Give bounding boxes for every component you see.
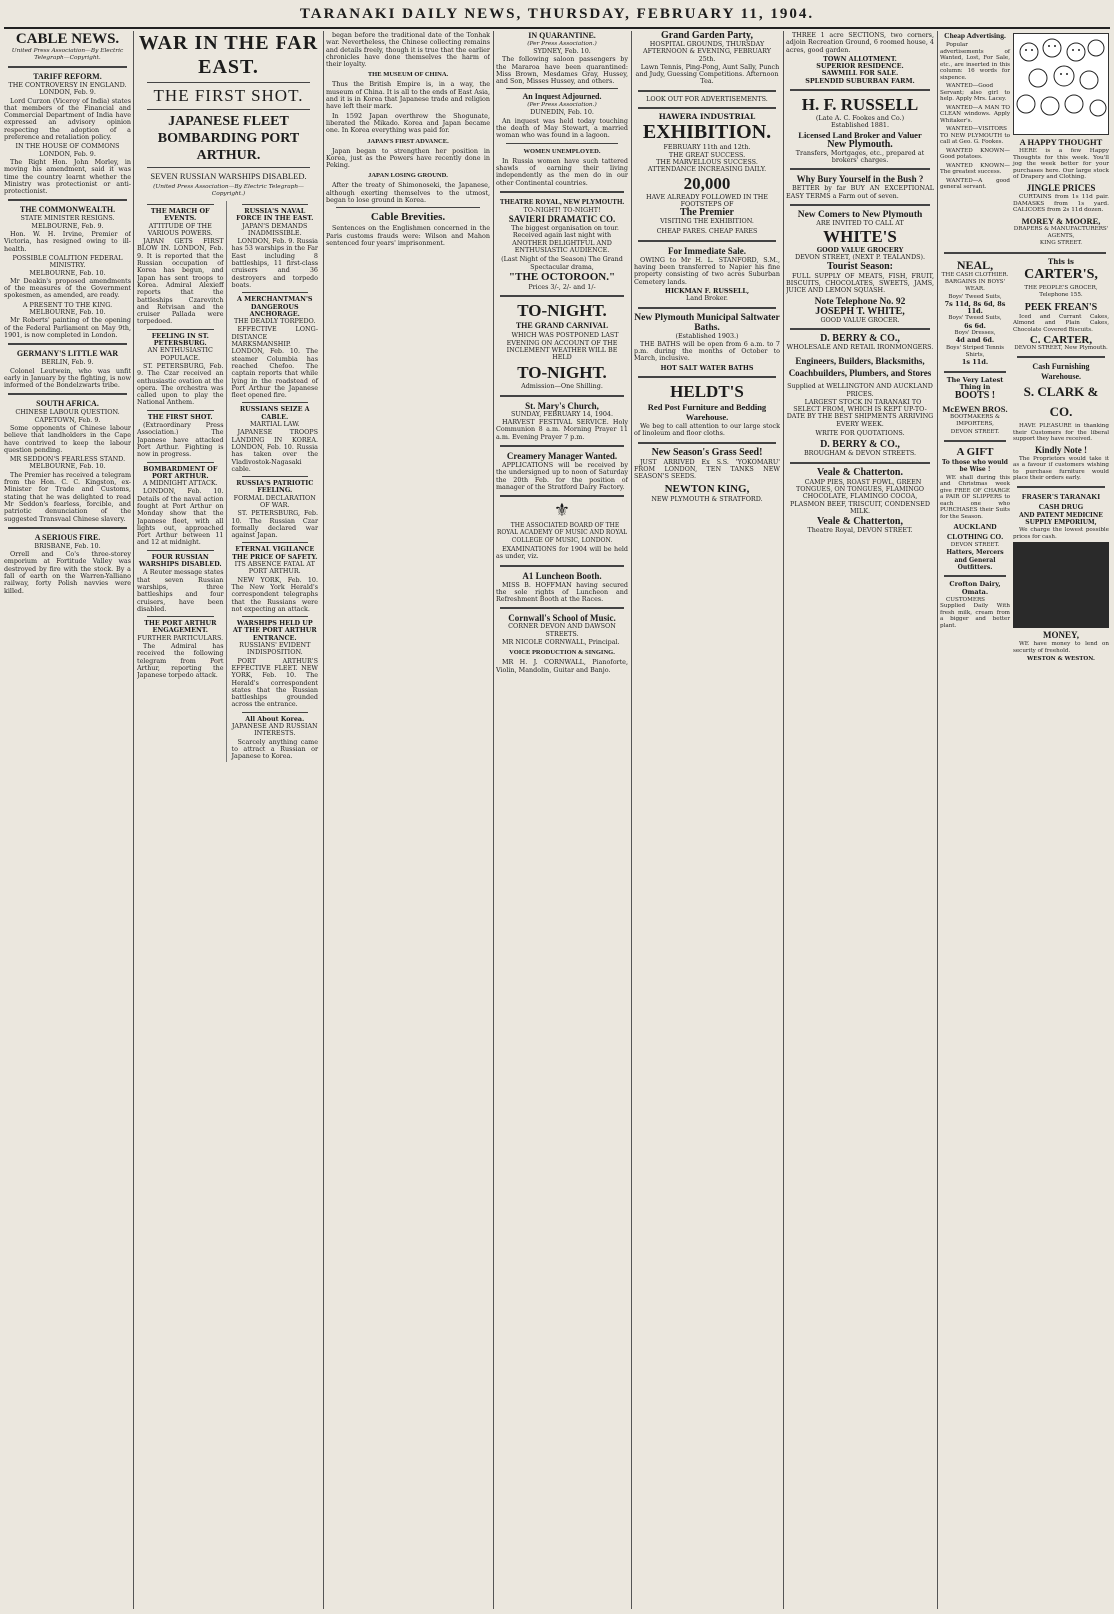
exhibition-date: FEBRUARY 11th and 12th. (663, 143, 751, 152)
russell-role: Licensed Land Broker and Valuer (798, 129, 922, 140)
masthead: TARANAKI DAILY NEWS, THURSDAY, FEBRUARY 11, 1904. (299, 6, 815, 22)
cable-text: Orrell and Co's three-storey emporium at Fortitude Valley was destroyed by fire with the stock. By a fall of earth on the Warren-Yalliano railway, forty Polish navvies were killed. (4, 550, 131, 595)
cable-text: The Right Hon. John Morley, in moving his amendment, said it was time the country learnt whether the Ministry was protectionist or anti-protectionist. (4, 157, 131, 196)
boots-title: BOOTS ! (954, 390, 996, 402)
war-item-sub: JAPANESE AND RUSSIAN INTERESTS. (231, 722, 318, 738)
dateline: MELBOURNE, Feb. 9. (31, 221, 104, 230)
creamery-title: Creamery Manager Wanted. (506, 450, 618, 461)
engineers: Engineers, Builders, Blacksmiths, Coachbuilders, Plumbers, and Stores (788, 356, 932, 379)
auckland-addr: DEVON STREET. (950, 542, 1000, 549)
theatre-desc: The biggest organisation on tour. Received again last night with ANOTHER DELIGHTFUL AND ENTHUSIASTIC AUDIENCE. (511, 224, 619, 255)
war-item-text: Scarcely anything came to attract a Russian or Japanese to Korea. (231, 737, 318, 761)
dateline: LONDON, Feb. 9. (39, 88, 96, 97)
newton-king: NEWTON KING, (664, 482, 750, 495)
war-item-sub: THE DEADLY TORPEDO. (234, 317, 316, 326)
telephone-note: Note Telephone No. 92 (814, 296, 906, 307)
inquest-text: An inquest was held today touching the death of May Stewart, a married woman who was found in a lagoon. (496, 116, 628, 140)
wanted-item: WANTED—Good Servant; also girl to help. Apply Mrs. Lacey. (940, 83, 1010, 102)
column-ads-c (940, 31, 1110, 1609)
church-title: St. Mary's Church, (525, 400, 599, 411)
war-heading: WAR IN THE FAR EAST. (138, 32, 319, 78)
largest-stock: LARGEST STOCK IN TARANAKI TO SELECT FROM, WHICH IS KEPT UP-TO-DATE BY THE BEST SHIPMENTS ARRIVING EVERY WEEK. (786, 397, 934, 428)
cable-item (4, 66, 131, 141)
cable-text: Mr Roberts' painting of the opening of the Federal Parliament on May 9th, 1901, is now completed in London. (4, 316, 131, 339)
whites-title: WHITE'S (823, 227, 897, 247)
section-text: After the treaty of Shimonoseki, the Japanese, although exerting themselves to the utmost, began to lose ground in Korea. (326, 181, 490, 205)
frasers-title: FRASER'S TARANAKI CASH DRUG (1021, 491, 1101, 511)
newcomers-sub: ARE INVITED TO CALL AT (816, 218, 904, 227)
cable-text: Lord Curzon (Viceroy of India) states that members of the Financial and Commercial Department of India have expressed an advisory opinion respecting the adoption of a preference and retaliation policy. (4, 96, 131, 142)
war-item-title: THE PORT ARTHUR ENGAGEMENT. (144, 619, 217, 635)
new-plymouth: New Plymouth. (827, 138, 893, 150)
gift-title: A GIFT (956, 445, 994, 458)
war-item-title: ETERNAL VIGILANCE THE PRICE OF SAFETY. (232, 545, 318, 561)
tonight-heading: TO-NIGHT. (517, 363, 607, 383)
cornwall-address: CORNER DEVON AND DAWSON STREETS. (508, 622, 616, 638)
cable-item (4, 199, 131, 252)
section-title: THE MUSEUM OF CHINA. (367, 71, 449, 79)
heldts-sub: Red Post Furniture and Bedding Warehouse. (647, 402, 767, 423)
happy-thought-title: A HAPPY THOUGHT (1019, 137, 1103, 147)
seller-role: Land Broker. (686, 294, 728, 303)
section-text: Japan began to strengthen her position in Korea, just as the Powers have recently done in Peking. (326, 146, 490, 170)
voice-text: MR H. J. CORNWALL, Pianoforte, Violin, Mandolin, Guitar and Banjo. (496, 658, 628, 674)
dateline: SYDNEY, Feb. 10. (533, 47, 591, 55)
veale-list: CAMP PIES, ROAST FOWL, GREEN TONGUES, ON TONGUES, FLAMINGO CHOCOLATE, FLAMINGO COCOA, PLASMON BEEF, TRISCUIT, CONDENSED MILK. (790, 477, 930, 515)
carnival-title: THE GRAND CARNIVAL (515, 321, 609, 331)
lower-ads-row (940, 258, 1110, 664)
land-text: THREE 1 acre SECTIONS, two corners, adjoin Recreation Ground, 6 roomed house, 4 acres, good garden. (786, 31, 934, 54)
credit: (Per Press Association.) (527, 102, 597, 109)
cheap-fares: CHEAP FARES. CHEAP FARES (656, 227, 758, 236)
war-item-text: PORT ARTHUR'S EFFECTIVE FLEET. NEW YORK, Feb. 10. The Herald's correspondent states that the Russian battleships grounded across the entrance. (231, 656, 318, 709)
cable-item (4, 255, 131, 300)
war-item-title: RUSSIA'S NAVAL FORCE IN THE EAST. (236, 207, 314, 223)
cable-item (4, 343, 131, 389)
war-item-title: THE MARCH OF EVENTS. (150, 207, 210, 223)
whites-addr: DEVON STREET, (NEXT P. TEALANDS). (795, 253, 925, 262)
this-is: This is (1048, 256, 1074, 266)
russell-sub: (Late A. C. Fookes and Co.) (815, 114, 905, 123)
clark-title: S. CLARK & CO. (1023, 384, 1099, 420)
garden-party-text: Lawn Tennis, Ping-Pong, Aunt Sally, Punch and Judy, Guessing Competitions. Afternoon Tea. (635, 62, 780, 86)
war-item-text: EFFECTIVE LONG-DISTANCE MARKSMANSHIP. LONDON, Feb. 10. The steamer Columbia has reached Chefoo. The captain reports that while lying in the roadstead of Port Arthur the Japanese fleet opened fire. (231, 325, 318, 400)
write-quotes: WRITE FOR QUOTATIONS. (815, 429, 905, 438)
wanted-item: WANTED—A good general servant. (940, 177, 1010, 190)
neal-title: NEAL, (956, 257, 994, 272)
transfers: Transfers, Mortgages, etc., prepared at brokers' charges. (795, 148, 925, 164)
berry-sub: WHOLESALE AND RETAIL IRONMONGERS. (786, 342, 934, 351)
cable-item (4, 302, 131, 339)
cable-item (4, 143, 131, 195)
exhibition-attendance: ATTENDANCE INCREASING DAILY. (647, 165, 767, 174)
theatre-title: THEATRE ROYAL, NEW PLYMOUTH. (499, 197, 625, 206)
exhibition-success: THE GREAT SUCCESS. (668, 150, 746, 159)
column-rule (493, 31, 494, 1609)
whites-sub: GOOD VALUE GROCERY (816, 246, 904, 255)
theatre-ad (496, 197, 628, 291)
tourist-text: FULL SUPPLY OF MEATS, FISH, FRUIT, BISCUITS, CHOCOLATES, SWEETS, JAMS, JUICE AND LEMON SQUASH. (786, 271, 934, 295)
section-text: In 1592 Japan overthrew the Shogunate, liberated the Mikado. Korea and Japan became one. In Korea everything was paid for. (326, 111, 490, 135)
jingle-text: CURTAINS from 1s 11d pair. DAMASKS from 1s yard. CALICOES from 2s 11d dozen. (1013, 193, 1109, 214)
cable-section-title: A SERIOUS FIRE. (34, 532, 101, 542)
war-right-column (232, 201, 321, 762)
dateline: BRISBANE, Feb. 10. (34, 541, 101, 550)
boys-price: 6s 6d. (964, 321, 986, 330)
first-shot-heading: THE FIRST SHOT. (153, 86, 304, 105)
white-name: JOSEPH T. WHITE, (815, 305, 905, 317)
boys-item: Boys' Dresses, (954, 330, 996, 337)
voice-title: VOICE PRODUCTION & SINGING. (509, 649, 615, 657)
luncheon-title: A1 Luncheon Booth. (522, 570, 602, 581)
theatre-company: SAVIERI DRAMATIC CO. (508, 214, 616, 225)
peek-text: Iced and Currant Cakes, Almond and Plain Cakes, Chocolate Covered Biscuits. (1013, 313, 1109, 333)
war-item-text: ST. PETERSBURG, Feb. 9. The Czar received an enthusiastic ovation at the opera. The orchestra was called upon to play the National Anthem. (137, 361, 224, 407)
russell-est: Established 1881. (830, 121, 890, 130)
credit: (Per Press Association.) (527, 41, 597, 47)
war-subcolumns (137, 201, 320, 762)
dateline: MELBOURNE, Feb. 10. (29, 268, 106, 277)
neal-sub: THE CASH CLOTHIER. (941, 271, 1009, 278)
carter-column (1013, 258, 1109, 664)
mcewen-title: McEWEN BROS. (942, 404, 1008, 415)
quarantine-text: The following saloon passengers by the Mararoa have been quarantined: Miss Brown, Mesdames Gray, Hussey, and Son, Misses Hussey, and others. (496, 55, 628, 86)
grass-seed-text: JUST ARRIVED Ex S.S. 'YOKOMARU' FROM LONDON, TEN TANKS NEW SEASON'S SEEDS. (634, 457, 780, 481)
morey-sub: DRAPERS & MANUFACTURERS' AGENTS, (1013, 225, 1109, 240)
war-item-text: JAPANESE TROOPS LANDING IN KOREA. LONDON, Feb. 10. Russia has taken over the Vladivostok-Nagasaki cable. (231, 428, 318, 473)
cable-item (4, 456, 131, 523)
war-credit: (United Press Association—By Electric Telegraph—Copyright.) (153, 184, 304, 197)
war-item-sub: FORMAL DECLARATION OF WAR. (233, 493, 316, 509)
cable-section-title: THE COMMONWEALTH. (19, 205, 116, 215)
boys-price: 7s 11d, 8s 6d, 8s 11d. (944, 299, 1006, 316)
kindly-title: Kindly Note ! (1034, 444, 1087, 455)
veale-title-2: Veale & Chatterton, (816, 516, 903, 528)
immediate-sale-title: For Immediate Sale. (667, 245, 747, 256)
church-text: HARVEST FESTIVAL SERVICE. Holy Communion 8 a.m. Morning Prayer 11 a.m. Evening Prayer 7 p.m. (496, 418, 628, 441)
neal-column (940, 258, 1010, 664)
immediate-sale-text: OWING to Mr H. L. STANFORD, S.M., having been transferred to Napier his fine property consisting of two acres Suburban Cemetery lands. (634, 255, 780, 286)
premier-heading: The Premier (680, 207, 734, 219)
newton-address: NEW PLYMOUTH & STRATFORD. (651, 494, 763, 503)
money-title: MONEY, (1043, 630, 1079, 641)
cable-text: Mr Deakin's proposed amendments of the measures of the Government spokesmen, as amended, are ready. (4, 276, 131, 300)
kindly-text: The Proprietors would take it as a favour if customers wishing to purchase furniture would place their orders early. (1013, 455, 1109, 482)
wanted-item: WANTED—A MAN TO CLEAN windows. Apply Whitaker's. (940, 104, 1010, 124)
cable-text: Some opponents of Chinese labour believe that landholders in the Cape have contrived to keep the labour question pending. (4, 423, 131, 454)
column-rule (783, 31, 784, 1609)
dateline: DUNEDIN, Feb. 10. (530, 108, 594, 117)
column-news-ads (496, 31, 628, 1609)
section-title: JAPAN LOSING GROUND. (368, 172, 448, 180)
war-item-sub: FURTHER PARTICULARS. (137, 633, 224, 642)
crest-icon: ⚜ (553, 500, 571, 522)
cable-sub: POSSIBLE COALITION FEDERAL MINISTRY. (12, 253, 123, 270)
theatre-play-intro: (Last Night of the Season) The Grand Spectacular drama, (501, 255, 623, 271)
war-deck: SEVEN RUSSIAN WARSHIPS DISABLED. (150, 171, 307, 181)
hawera-title: HAWERA INDUSTRIAL (658, 112, 756, 122)
section-text: Thus the British Empire is, in a way, the museum of China. It is all to the ends of East Asia, and it is in Korea that Japanese trade and religion have left their mark. (326, 80, 490, 111)
war-item-sub: JAPAN'S DEMANDS INADMISSIBLE. (242, 221, 308, 237)
inquest-title: An Inquest Adjourned. (522, 92, 602, 102)
war-item-text: (Extraordinary Press Association.) The Japanese have attacked Port Arthur. Fighting is now in progress. (137, 421, 224, 459)
carter-tel: Telephone 155. (1039, 292, 1083, 299)
carter-title: CARTER'S, (1024, 266, 1098, 282)
exhibition-line: THE MARVELLOUS SUCCESS. (656, 157, 758, 166)
column-ads-b (786, 31, 934, 1609)
gift-sub: To those who would be Wise ! (942, 458, 1008, 474)
cable-credit: United Press Association—By Electric Telegraph—Copyright. (11, 48, 124, 61)
cable-sub: STATE MINISTER RESIGNS. (20, 214, 115, 223)
war-item-text: LONDON, Feb. 9. Russia has 53 warships in the Far East including 8 battleships, 11 first-class cruisers and 36 destroyers and torpedo boats. (231, 237, 318, 289)
cable-section-title: SOUTH AFRICA. (36, 399, 99, 409)
faces-icon (1014, 34, 1108, 132)
boys-item: Boys' Tweed Suits, (948, 293, 1002, 300)
tourist-title: Tourist Season: (826, 260, 894, 272)
seller-name: HICKMAN F. RUSSELL, (664, 286, 750, 295)
dark-illustration (1013, 542, 1109, 628)
war-item-title: RUSSIANS SEIZE A CABLE. (239, 405, 310, 421)
newcomers-title: New Comers to New Plymouth (797, 209, 923, 220)
war-item-sub: A MIDNIGHT ATTACK. (142, 479, 218, 488)
happy-column (1013, 31, 1109, 248)
column-rule (323, 31, 324, 1609)
hatters: Hatters, Mercers and General Outfitters. (946, 549, 1004, 571)
war-item-sub: AN ENTHUSIASTIC POPULACE. (147, 346, 213, 362)
boys-item: Boys' Tweed Suits, (948, 315, 1002, 322)
war-item-text: A Reuter message states that seven Russian warships, three battleships and four cruisers, have been disabled. (137, 568, 224, 613)
visitor-count: 20,000 (683, 173, 731, 193)
jingle-title: JINGLE PRICES (1026, 182, 1096, 193)
garden-party-title: Grand Garden Party, (661, 31, 753, 41)
section-title: Cable Brevities. (370, 211, 446, 224)
war-item-sub: RUSSIANS' EVIDENT INDISPOSITION. (239, 641, 311, 657)
cable-sections (4, 66, 131, 595)
cable-sub: IN THE HOUSE OF COMMONS (15, 142, 120, 151)
war-item-title: RUSSIA'S PATRIOTIC FEELING. (236, 479, 314, 495)
masthead-rule (4, 27, 1110, 29)
sawmill-title: SAWMILL FOR SALE. (821, 69, 899, 78)
carter2-addr: DEVON STREET, New Plymouth. (1014, 345, 1108, 352)
tonight-heading: TO-NIGHT. (517, 301, 607, 321)
column-ads-a (634, 31, 780, 1609)
war-item-sub: MARTIAL LAW. (249, 420, 300, 429)
column-rule (937, 31, 938, 1609)
dateline: LONDON, Feb. 9. (39, 149, 96, 158)
veale-address: Theatre Royal, DEVON STREET. (807, 526, 913, 535)
peek-title: PEEK FREAN'S (1024, 301, 1098, 313)
morey-addr: KING STREET. (1039, 240, 1083, 247)
bargains: BARGAINS IN BOYS' WEAR. (944, 278, 1006, 293)
column-korea (326, 31, 490, 1609)
latest-title: The Very Latest Thing in (946, 375, 1004, 391)
crofton-title: Crofton Dairy, Omata. (949, 580, 1001, 596)
war-headline: JAPANESE FLEET BOMBARDING PORT ARTHUR. (157, 114, 300, 163)
bush-text: BETTER by far BUY AN EXCEPTIONAL EASY TERMS a Farm out of seven. (786, 184, 934, 200)
hot-baths: HOT SALT WATER BATHS (660, 363, 754, 372)
wanted-item: WANTED—VISITORS TO NEW PLYMOUTH to call at Geo. G. Fookes. (940, 126, 1010, 145)
war-item-text: The Admiral has received the following telegram from Port Arthur, reporting the Japanese torpedo attack. (137, 642, 224, 680)
money-text: WE have money to lend on security of freehold. (1013, 641, 1109, 654)
theatre-prices: Prices 3/-, 2/- and 1/- (528, 282, 596, 291)
baths-title: New Plymouth Municipal Saltwater Baths. (634, 312, 780, 333)
russell-title: H. F. RUSSELL (801, 95, 919, 115)
church-date: SUNDAY, FEBRUARY 14, 1904. (510, 409, 614, 418)
cable-text: The Premier has received a telegram from the Hon. C. C. Kingston, ex-Minister for Trade and Customs, stating that he was delighted to read Mr Seddon's fearless, forcible, and patriotic denunciation of the suggested Transvaal Chinese slavery. (4, 470, 131, 523)
war-item-title: All About Korea. (245, 714, 305, 723)
baths-est: (Established 1903.) (675, 331, 739, 340)
veale-title: Veale & Chatterton. (816, 466, 903, 478)
heldts-title: HELDT'S (670, 382, 744, 402)
lookout-text: LOOK OUT FOR ADVERTISEMENTS. (646, 94, 768, 103)
theatre-tonight: TO-NIGHT! TO-NIGHT! (523, 205, 601, 214)
cable-item (4, 393, 131, 454)
superior-title: SUPERIOR RESIDENCE. (816, 62, 904, 71)
cable-section-title: TARIFF REFORM. (33, 72, 102, 81)
exhibition-title: EXHIBITION. (642, 121, 772, 144)
wanted-item: WANTED KNOWN—Good potatoes. (940, 147, 1010, 160)
column-rule (133, 31, 134, 1609)
allotment-title: TOWN ALLOTMENT. (823, 54, 897, 63)
women-title: WOMEN UNEMPLOYED. (523, 147, 601, 155)
cable-sub: A PRESENT TO THE KING. (22, 300, 113, 309)
war-item-sub: ATTITUDE OF THE VARIOUS POWERS. (147, 221, 213, 237)
grass-seed-title: New Season's Grass Seed! (651, 446, 763, 458)
cable-news-heading: CABLE NEWS. (15, 31, 120, 47)
gift-text: WE shall during this and Christmas week give FREE OF CHARGE a PAIR OF SLIPPERS to each one who PURCHASES their Suits for the Season. (940, 474, 1010, 520)
dateline: BERLIN, Feb. 9. (41, 358, 94, 367)
cable-sub: MR SEDDON'S FEARLESS STAND. (9, 455, 126, 464)
cornwall-text: MR NICOLE CORNWALL, Principal. (502, 638, 620, 647)
war-item-text: LONDON, Feb. 10. Details of the naval action fought at Port Arthur on Monday show that the Japanese fleet, with all lights out, approached Port Arthur between 11 and 12 at midnight. (137, 487, 224, 547)
frasers-text: We charge the lowest possible prices for cash. (1013, 527, 1109, 540)
music-text: EXAMINATIONS for 1904 will be held as under, viz. (496, 544, 628, 561)
crofton-text: CUSTOMERS Supplied Daily With fresh milk, cream from a bigger and better plant. (940, 596, 1010, 629)
carter-sub: THE PEOPLE'S GROCER, (1024, 284, 1098, 291)
cheap-advertising-text: Popular advertisements of Wanted, Lost, For Sale, etc., are inserted in this column: 16 words for sixpence. (940, 42, 1010, 81)
war-item-title: WARSHIPS HELD UP AT THE PORT ARTHUR ENTRANCE. (232, 619, 317, 642)
berry-title: D. BERRY & CO., (820, 332, 900, 344)
supplied: Supplied at WELLINGTON AND AUCKLAND PRICES. (787, 382, 933, 398)
bush-title: Why Bury Yourself in the Bush ? (796, 174, 924, 185)
crowd-illustration (1013, 33, 1109, 135)
war-item-text: NEW YORK, Feb. 10. The New York Herald's correspondent telegraphs that the Russians were not expecting an attack. (231, 575, 318, 613)
cable-sub: CHINESE LABOUR QUESTION. (15, 408, 120, 417)
cable-sub: THE CONTROVERSY IN ENGLAND. (8, 81, 127, 89)
dateline: MELBOURNE, Feb. 10. (29, 308, 106, 317)
admission: Admission—One Shilling. (521, 382, 603, 391)
cable-section-title: GERMANY'S LITTLE WAR (16, 349, 119, 359)
berry-title-2: D. BERRY & CO., (820, 439, 900, 451)
wanted-list (940, 83, 1010, 191)
luncheon-text: MISS B. HOFFMAN having secured the sole rights of Luncheon and Refreshment Booth at the Races. (496, 580, 628, 604)
war-item-sub: ITS ABSENCE FATAL AT PORT ARTHUR. (234, 560, 315, 576)
war-left-column (137, 201, 227, 762)
music-title: THE ASSOCIATED BOARD OF THE ROYAL ACADEMY OF MUSIC AND ROYAL COLLEGE OF MUSIC, LONDON. (496, 522, 628, 544)
cable-text: Hon. W. H. Irvine, Premier of Victoria, has resigned owing to ill-health. (4, 230, 131, 253)
column-cable-news (4, 31, 131, 1609)
carnival-text: WHICH WAS POSTPONED LAST EVENING ON ACCOUNT OF THE INCLEMENT WEATHER WILL BE HELD (506, 331, 619, 362)
creamery-text: APPLICATIONS will be received by the undersigned up to noon of Saturday the 20th Feb. for the position of manager of the Stratford Dairy Factory. (496, 460, 628, 491)
cable-item (4, 527, 131, 595)
cable-text: Colonel Leutwein, who was unfit early in January by the fighting, is now informed of the Bondelzwarts tribe. (4, 366, 131, 390)
theatre-play: "THE OCTOROON." (508, 270, 616, 283)
war-item-title: A MERCHANTMAN'S DANGEROUS ANCHORAGE. (236, 295, 313, 318)
mcewen-addr: DEVON STREET. (950, 428, 1000, 435)
mcewen-sub: BOOTMAKERS & IMPORTERS, (950, 414, 1000, 428)
war-item-title: FOUR RUSSIAN WARSHIPS DISABLED. (138, 552, 222, 569)
baths-text: THE BATHS will be open from 6 a.m. to 7 p.m. during the months of October to March, inclusive. (634, 339, 780, 363)
wanted-item: WANTED KNOWN—The greatest success. (940, 162, 1010, 175)
column-war (137, 31, 320, 1609)
war-item-title: FEELING IN ST. PETERSBURG. (151, 331, 209, 348)
korea-text: began before the traditional date of the Tonhak war. Nevertheless, the Chinese collecting remains and details freely, though it is true that the earlier chronicles have done themselves the harm of their loyalty. (326, 31, 490, 69)
boys-price: 4d and 6d. (955, 336, 995, 345)
cash-title: Cash Furnishing Warehouse. (1032, 362, 1090, 382)
advertising-column (940, 31, 1010, 248)
war-item-title: BOMBARDMENT OF PORT ARTHUR. (143, 464, 218, 480)
section-text: Sentences on the Englishmen concerned in the Paris customs frauds were: Wilson and Mahon sentenced four years' imprisonment. (326, 224, 490, 247)
berry-address: BROUGHAM & DEVON STREETS. (803, 449, 917, 458)
frasers-sub: AND PATENT MEDICINE SUPPLY EMPORIUM, (1019, 511, 1103, 527)
war-item-text: JAPAN GETS FIRST BLOW IN. LONDON, Feb. 9. It is reported that the Russian occupation of Korea has begun, and Japan has sent troops to Korea. Admiral Alexieff reports that the battleships Czarevitch and Retvisan and the cruiser Pallada were torpedoed. (137, 237, 224, 326)
white-sub: GOOD VALUE GROCER. (820, 315, 900, 324)
top-ads-row (940, 31, 1110, 248)
clark-text: HAVE PLEASURE in thanking their Customers for the liberal support they have received. (1013, 423, 1109, 443)
cheap-advertising-title: Cheap Advertising. (944, 31, 1006, 40)
dateline: CAPETOWN, Feb. 9. (34, 415, 101, 424)
war-item-title: THE FIRST SHOT. (147, 412, 213, 421)
morey-title: MOREY & MOORE, (1021, 215, 1101, 226)
weston-name: WESTON & WESTON. (1026, 656, 1095, 663)
dateline: MELBOURNE, Feb. 10. (29, 462, 106, 471)
boys-price: 1s 11d. (961, 358, 989, 367)
women-text: In Russia women have such tattered shawls of earning their living independently as the men do in our other Continental countries. (496, 156, 628, 187)
war-item-text: ST. PETERSBURG, Feb. 10. The Russian Czar formally declared war against Japan. (231, 509, 318, 540)
carter2-title: C. CARTER, (1029, 334, 1093, 347)
quarantine-title: IN QUARANTINE. (528, 31, 596, 40)
suburban-title: SPLENDID SUBURBAN FARM. (805, 76, 915, 85)
exhibition-visiting: VISITING THE EXHIBITION. (660, 217, 754, 226)
column-rule (631, 31, 632, 1609)
cornwall-title: Cornwall's School of Music. (508, 613, 616, 624)
auckland-title: AUCKLAND CLOTHING CO. (946, 522, 1004, 542)
boys-item: Boys' Striped Tennis Shirts, (945, 344, 1005, 358)
section-title: JAPAN'S FIRST ADVANCE. (367, 137, 449, 145)
happy-thought-text: HERE is a few Happy Thoughts for this week. You'll jog the week better for your purchases here. Our large stock of Drapery and Clothing. (1013, 148, 1109, 181)
garden-party-sub: HOSPITAL GROUNDS, THURSDAY AFTERNOON & EVENING, FEBRUARY 25th. (642, 40, 772, 63)
heldts-text: We beg to call attention to our large stock of linoleum and floor cloths. (634, 422, 780, 438)
exhibition-text: HAVE ALREADY FOLLOWED IN THE FOOTSTEPS OF (646, 192, 768, 208)
